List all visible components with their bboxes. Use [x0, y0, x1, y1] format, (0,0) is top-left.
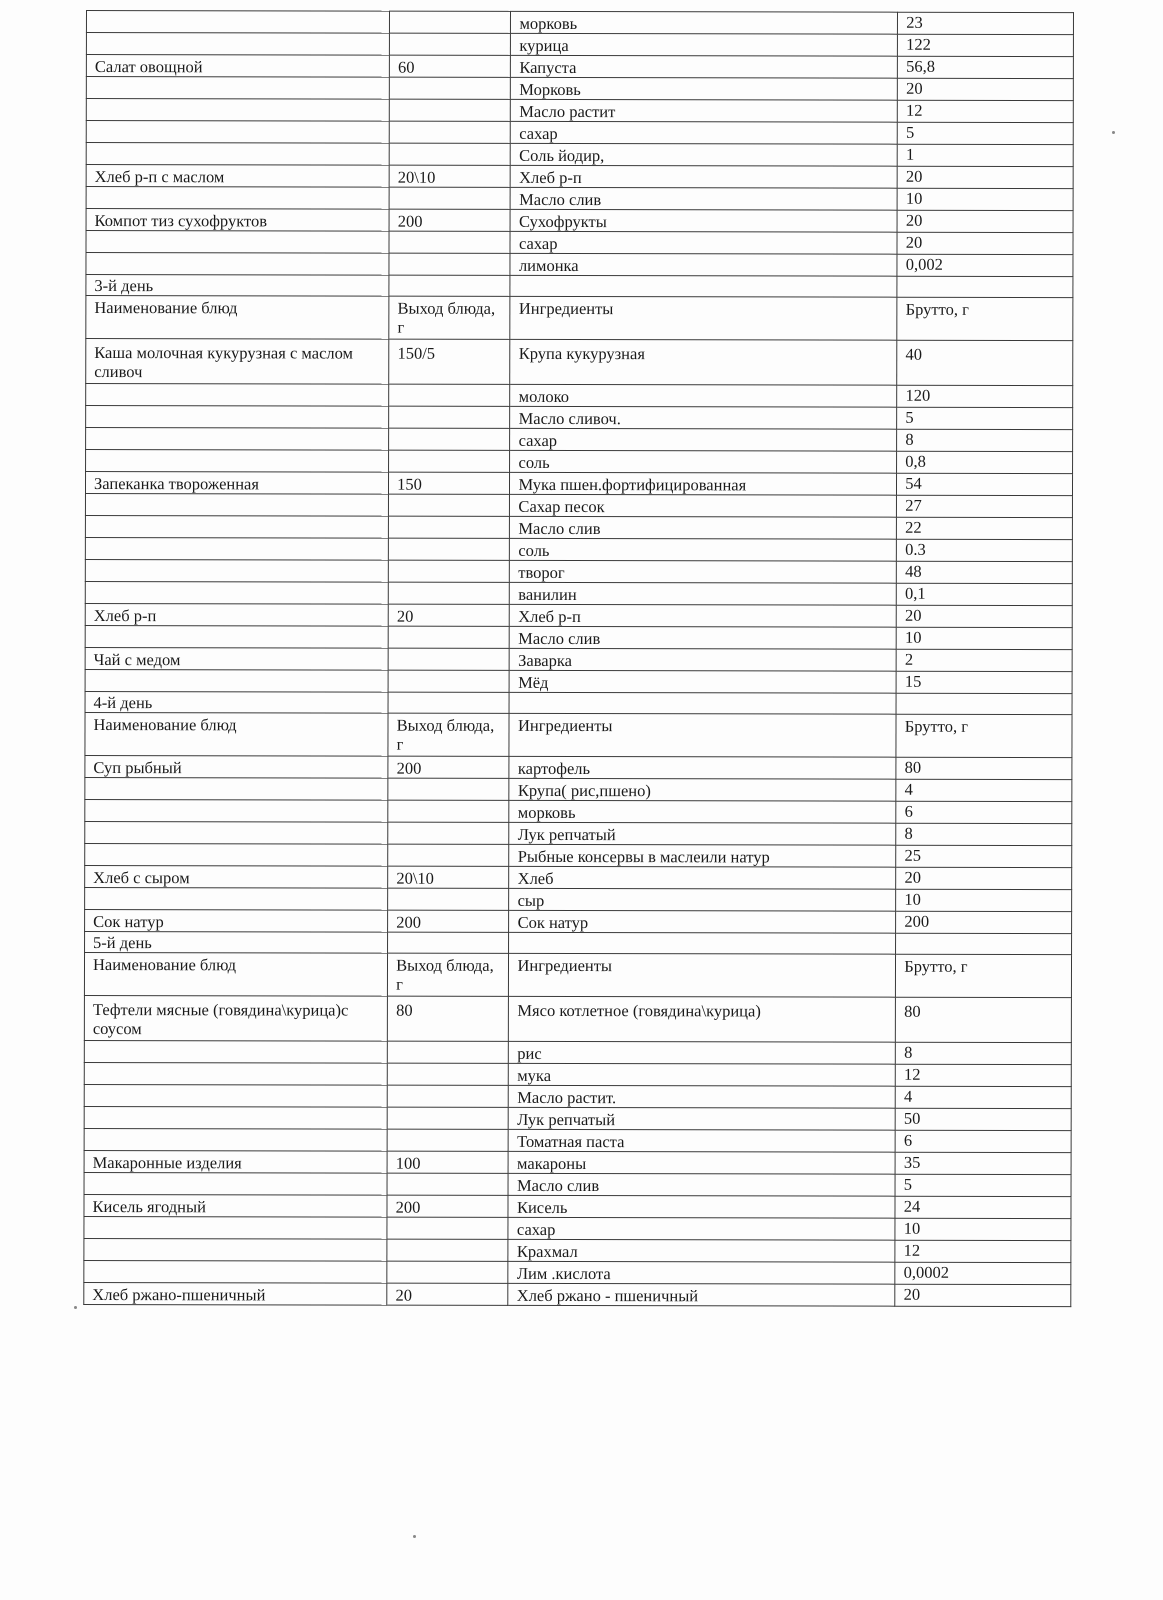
dish-name-cell [86, 450, 389, 473]
dish-yield-cell: 150/5 [389, 339, 510, 384]
table-row [85, 821, 1072, 845]
dish-name-cell: Суп рыбный [85, 755, 388, 778]
gross-weight-cell: 40 [897, 340, 1073, 385]
dish-yield-cell [389, 406, 510, 428]
table-row [86, 406, 1073, 430]
dish-yield-cell [387, 1107, 508, 1129]
ingredient-cell: ванилин [510, 582, 897, 605]
gross-weight-cell: 0.3 [897, 539, 1073, 561]
dish-name-cell [86, 11, 389, 34]
dish-name-cell: Запеканка твороженная [85, 472, 388, 495]
ingredient-cell: Хлеб р-п [510, 604, 897, 627]
dish-yield-cell [387, 1261, 508, 1283]
gross-weight-cell: 24 [895, 1196, 1071, 1218]
scan-speck [413, 1535, 416, 1538]
dish-yield-cell: 20 [387, 1283, 508, 1305]
ingredient-cell: сахар [508, 1217, 895, 1240]
dish-name-cell: Салат овощной [86, 55, 389, 78]
dish-yield-cell [387, 1063, 508, 1085]
ingredient-cell [509, 932, 896, 954]
dish-yield-cell [388, 822, 509, 844]
dish-yield-cell [387, 1085, 508, 1107]
gross-weight-cell: 20 [896, 867, 1072, 889]
table-row [84, 1172, 1071, 1196]
dish-yield-cell [387, 1239, 508, 1261]
column-header-gross: Брутто, г [897, 297, 1073, 340]
dish-yield-cell [390, 11, 511, 33]
table-row [85, 669, 1072, 693]
dish-name-cell [84, 1238, 387, 1261]
dish-name-cell: Хлеб р-п с маслом [86, 165, 389, 188]
ingredient-cell: рис [509, 1041, 896, 1064]
gross-weight-cell: 6 [896, 801, 1072, 823]
column-header-ingredient: Ингредиенты [510, 296, 897, 340]
table-row [86, 231, 1073, 255]
column-header-row [85, 712, 1072, 757]
dish-name-cell: Сок натур [85, 909, 388, 932]
gross-weight-cell: 20 [897, 232, 1073, 254]
table-row [84, 1128, 1071, 1152]
dish-name-cell [85, 537, 388, 560]
dish-yield-cell [389, 143, 510, 165]
gross-weight-cell: 10 [895, 1218, 1071, 1240]
dish-name-cell [84, 1106, 387, 1129]
ingredient-cell: Крахмал [508, 1239, 895, 1262]
column-header-yield: Выход блюда, г [388, 713, 509, 756]
gross-weight-cell: 22 [897, 517, 1073, 539]
gross-weight-cell: 80 [896, 997, 1072, 1042]
table-row [84, 1282, 1071, 1306]
ingredient-cell: Сухофрукты [511, 209, 898, 232]
gross-weight-cell: 23 [898, 12, 1074, 34]
dish-name-cell: Компот тиз сухофруктов [86, 209, 389, 232]
dish-name-cell [85, 799, 388, 822]
dish-yield-cell: 20\10 [388, 866, 509, 888]
table-row [84, 1062, 1071, 1086]
ingredient-cell: молоко [510, 384, 897, 407]
dish-yield-cell [389, 428, 510, 450]
dish-name-cell [85, 777, 388, 800]
column-header-dish: Наименование блюд [85, 712, 388, 756]
dish-yield-cell: 200 [388, 910, 509, 932]
gross-weight-cell: 5 [897, 122, 1073, 144]
table-row [85, 603, 1072, 627]
table-row [85, 887, 1072, 911]
dish-yield-cell [387, 1173, 508, 1195]
dish-yield-cell [388, 560, 509, 582]
dish-yield-cell: 100 [387, 1151, 508, 1173]
dish-name-cell [86, 406, 389, 429]
dish-yield-cell [389, 538, 510, 560]
dish-yield-cell [388, 626, 509, 648]
dish-yield-cell [388, 888, 509, 910]
dish-yield-cell [388, 844, 509, 866]
dish-name-cell [85, 581, 388, 604]
gross-weight-cell: 12 [898, 100, 1074, 122]
gross-weight-cell: 54 [897, 473, 1073, 495]
dish-name-cell [86, 121, 389, 144]
table-row [85, 472, 1072, 496]
dish-yield-cell [388, 778, 509, 800]
gross-weight-cell: 0,8 [897, 451, 1073, 473]
gross-weight-cell: 10 [897, 188, 1073, 210]
dish-name-cell [86, 253, 389, 276]
table-row [85, 494, 1072, 518]
gross-weight-cell: 5 [895, 1174, 1071, 1196]
ingredient-cell: Масло слив [511, 187, 898, 210]
column-header-dish: Наименование блюд [86, 296, 389, 340]
dish-yield-cell [389, 121, 510, 143]
table-row [85, 755, 1072, 779]
table-row [84, 1238, 1071, 1262]
dish-name-cell [85, 559, 388, 582]
day-label-row [86, 275, 1073, 298]
dish-name-cell: Хлеб ржано-пшеничный [84, 1282, 387, 1305]
ingredient-cell: Хлеб р-п [511, 165, 898, 188]
dish-name-cell [86, 77, 389, 100]
ingredient-cell: Масло растит [511, 99, 898, 122]
gross-weight-cell: 2 [896, 649, 1072, 671]
dish-name-cell: Кисель ягодный [84, 1194, 387, 1217]
ingredient-cell: сыр [509, 888, 896, 911]
ingredient-cell: Мясо котлетное (говядина\курица) [509, 996, 896, 1042]
table-row [84, 1150, 1071, 1174]
ingredient-cell: Морковь [511, 77, 898, 100]
ingredient-cell: лимонка [510, 253, 897, 276]
ingredient-cell: Капуста [511, 55, 898, 78]
table-row [85, 843, 1072, 867]
table-row [86, 209, 1073, 233]
dish-yield-cell [389, 231, 510, 253]
ingredient-cell: творог [510, 560, 897, 583]
dish-yield-cell [387, 1041, 508, 1063]
gross-weight-cell: 120 [897, 385, 1073, 407]
column-header-dish: Наименование блюд [84, 952, 387, 996]
dish-name-cell [86, 231, 389, 254]
table-row [86, 121, 1073, 145]
day-label-row [85, 691, 1072, 714]
ingredient-cell: Соль йодир, [511, 143, 898, 166]
gross-weight-cell: 12 [896, 1064, 1072, 1086]
gross-weight-cell: 35 [895, 1152, 1071, 1174]
dish-yield-cell [389, 77, 510, 99]
ingredient-cell: соль [510, 538, 897, 561]
ingredient-cell: Рыбные консервы в маслеили натур [509, 844, 896, 867]
table-row [85, 647, 1072, 671]
ingredient-cell: морковь [511, 11, 898, 34]
gross-weight-cell [896, 693, 1072, 714]
dish-yield-cell [388, 932, 509, 953]
gross-weight-cell: 20 [898, 78, 1074, 100]
table-row [86, 450, 1073, 474]
table-row [85, 625, 1072, 649]
ingredient-cell: курица [511, 33, 898, 56]
dish-yield-cell: 200 [388, 756, 509, 778]
table-row [84, 1106, 1071, 1130]
dish-name-cell [85, 887, 388, 910]
ingredient-cell: Масло слив [510, 626, 897, 649]
day-label: 4-й день [85, 691, 388, 713]
day-label: 3-й день [86, 275, 389, 297]
gross-weight-cell: 5 [897, 407, 1073, 429]
ingredient-cell: сахар [511, 121, 898, 144]
column-header-gross: Брутто, г [896, 714, 1072, 757]
ingredient-cell: Заварка [510, 648, 897, 671]
dish-name-cell: Макаронные изделия [84, 1150, 387, 1173]
column-header-row [84, 952, 1071, 997]
ingredient-cell: морковь [509, 800, 896, 823]
column-header-row [86, 296, 1073, 341]
table-row [86, 33, 1073, 57]
gross-weight-cell: 0,1 [897, 583, 1073, 605]
dish-name-cell [85, 821, 388, 844]
dish-name-cell [84, 1260, 387, 1283]
gross-weight-cell: 27 [897, 495, 1073, 517]
ingredient-cell: Лук репчатый [509, 1107, 896, 1130]
gross-weight-cell: 20 [897, 166, 1073, 188]
dish-name-cell [84, 1216, 387, 1239]
gross-weight-cell: 10 [896, 889, 1072, 911]
dish-name-cell: Хлеб с сыром [85, 865, 388, 888]
dish-name-cell [86, 384, 389, 407]
menu-table-body [84, 11, 1074, 1307]
dish-yield-cell [387, 1129, 508, 1151]
ingredient-cell: Мука пшен.фортифицированная [510, 472, 897, 495]
ingredient-cell [510, 275, 897, 297]
gross-weight-cell: 15 [896, 671, 1072, 693]
ingredient-cell: Сахар песок [510, 494, 897, 517]
column-header-yield: Выход блюда, г [389, 296, 510, 339]
table-row [86, 143, 1073, 167]
ingredient-cell: соль [510, 450, 897, 473]
dish-name-cell [86, 143, 389, 166]
dish-name-cell [84, 1084, 387, 1107]
table-row [84, 1040, 1071, 1064]
dish-yield-cell [389, 253, 510, 275]
dish-name-cell [86, 33, 389, 56]
day-label: 5-й день [85, 931, 388, 953]
table-row [86, 339, 1073, 386]
column-header-gross: Брутто, г [896, 954, 1072, 997]
ingredient-cell: сахар [510, 428, 897, 451]
ingredient-cell: Кисель [508, 1195, 895, 1218]
table-row [86, 11, 1073, 35]
dish-name-cell [85, 494, 388, 517]
gross-weight-cell: 6 [895, 1130, 1071, 1152]
ingredient-cell: Хлеб [509, 866, 896, 889]
table-row [86, 55, 1073, 79]
dish-name-cell [86, 428, 389, 451]
dish-yield-cell: 200 [387, 1195, 508, 1217]
ingredient-cell: картофель [509, 756, 896, 779]
dish-name-cell: Каша молочная кукурузная с маслом сливоч [86, 339, 389, 385]
gross-weight-cell: 20 [897, 210, 1073, 232]
dish-yield-cell: 150 [389, 472, 510, 494]
dish-yield-cell: 80 [388, 996, 509, 1041]
ingredient-cell: Масло слив [509, 1173, 896, 1196]
table-row [85, 581, 1072, 605]
column-header-yield: Выход блюда, г [388, 953, 509, 996]
gross-weight-cell: 50 [895, 1108, 1071, 1130]
dish-name-cell [85, 515, 388, 538]
table-row [85, 559, 1072, 583]
table-row [84, 1194, 1071, 1218]
table-row [85, 799, 1072, 823]
table-row [85, 515, 1072, 539]
ingredient-cell: Мёд [510, 670, 897, 693]
dish-yield-cell [389, 275, 510, 296]
ingredient-cell: макароны [509, 1151, 896, 1174]
dish-name-cell [84, 1040, 387, 1063]
ingredient-cell: Масло сливоч. [510, 406, 897, 429]
gross-weight-cell: 8 [896, 823, 1072, 845]
gross-weight-cell [896, 933, 1072, 954]
table-row [84, 995, 1071, 1042]
ingredient-cell: Лим .кислота [508, 1261, 895, 1284]
dish-yield-cell [388, 800, 509, 822]
dish-yield-cell: 60 [390, 55, 511, 77]
dish-name-cell: Тефтели мясные (говядина\курица)с соусом [84, 995, 387, 1041]
dish-name-cell: Хлеб р-п [85, 603, 388, 626]
scan-speck [1112, 131, 1115, 134]
ingredient-cell: Хлеб ржано - пшеничный [508, 1283, 895, 1306]
dish-yield-cell [387, 1217, 508, 1239]
gross-weight-cell: 8 [897, 429, 1073, 451]
menu-table [83, 10, 1074, 1307]
table-row [86, 77, 1073, 101]
gross-weight-cell [897, 276, 1073, 297]
gross-weight-cell: 122 [898, 34, 1074, 56]
ingredient-cell: Лук репчатый [509, 822, 896, 845]
table-row [86, 99, 1073, 123]
gross-weight-cell: 20 [896, 605, 1072, 627]
dish-name-cell: Чай с медом [85, 647, 388, 670]
table-row [84, 1260, 1071, 1284]
gross-weight-cell: 10 [896, 627, 1072, 649]
dish-name-cell [84, 1128, 387, 1151]
table-row [84, 1084, 1071, 1108]
gross-weight-cell: 4 [895, 1086, 1071, 1108]
ingredient-cell: Крупа кукурузная [510, 339, 897, 385]
table-row [85, 777, 1072, 801]
gross-weight-cell: 0,002 [897, 254, 1073, 276]
dish-name-cell [85, 843, 388, 866]
dish-name-cell [84, 1062, 387, 1085]
dish-yield-cell [388, 582, 509, 604]
scan-speck [74, 1306, 77, 1309]
gross-weight-cell: 200 [896, 911, 1072, 933]
ingredient-cell: Масло слив [510, 516, 897, 539]
dish-yield-cell [389, 187, 510, 209]
gross-weight-cell: 20 [895, 1284, 1071, 1306]
dish-yield-cell [388, 648, 509, 670]
gross-weight-cell: 8 [896, 1042, 1072, 1064]
ingredient-cell: Масло растит. [509, 1085, 896, 1108]
ingredient-cell: Сок натур [509, 910, 896, 933]
table-row [86, 428, 1073, 452]
dish-yield-cell: 20\10 [389, 165, 510, 187]
gross-weight-cell: 12 [895, 1240, 1071, 1262]
dish-name-cell [85, 625, 388, 648]
gross-weight-cell: 48 [897, 561, 1073, 583]
dish-name-cell [84, 1172, 387, 1195]
ingredient-cell: сахар [510, 231, 897, 254]
column-header-ingredient: Ингредиенты [509, 713, 896, 757]
gross-weight-cell: 25 [896, 845, 1072, 867]
dish-yield-cell: 200 [389, 209, 510, 231]
dish-yield-cell [389, 494, 510, 516]
dish-name-cell [86, 99, 389, 122]
table-row [86, 165, 1073, 189]
day-label-row [85, 931, 1072, 954]
dish-yield-cell: 20 [388, 604, 509, 626]
gross-weight-cell: 56,8 [898, 56, 1074, 78]
table-row [86, 253, 1073, 277]
table-row [85, 537, 1072, 561]
dish-name-cell [86, 187, 389, 210]
dish-yield-cell [389, 384, 510, 406]
ingredient-cell [510, 692, 897, 714]
table-row [84, 1216, 1071, 1240]
table-row [85, 865, 1072, 889]
table-row [86, 384, 1073, 408]
gross-weight-cell: 4 [896, 779, 1072, 801]
ingredient-cell: Крупа( рис,пшено) [509, 778, 896, 801]
ingredient-cell: мука [509, 1063, 896, 1086]
dish-yield-cell [389, 516, 510, 538]
table-row [85, 909, 1072, 933]
table-row [86, 187, 1073, 211]
dish-yield-cell [390, 33, 511, 55]
dish-yield-cell [388, 670, 509, 692]
gross-weight-cell: 0,0002 [895, 1262, 1071, 1284]
gross-weight-cell: 80 [896, 757, 1072, 779]
column-header-ingredient: Ингредиенты [509, 953, 896, 997]
dish-name-cell [85, 669, 388, 692]
dish-yield-cell [389, 450, 510, 472]
gross-weight-cell: 1 [897, 144, 1073, 166]
dish-yield-cell [388, 692, 509, 713]
ingredient-cell: Томатная паста [509, 1129, 896, 1152]
dish-yield-cell [389, 99, 510, 121]
